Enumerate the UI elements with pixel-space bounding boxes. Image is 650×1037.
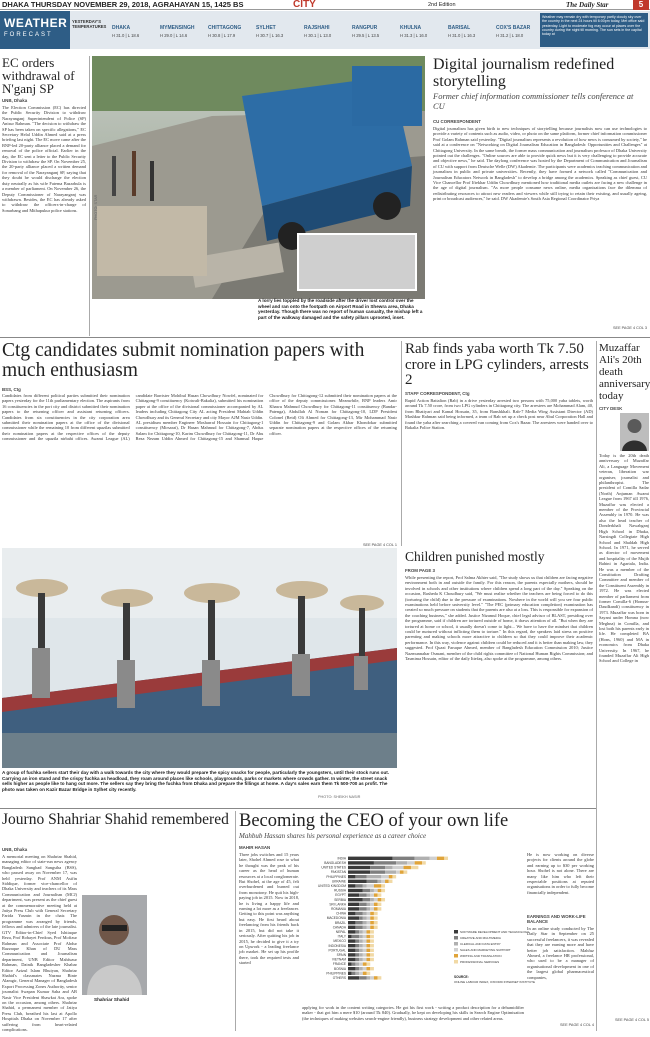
- fuchka-photo: [2, 548, 397, 768]
- weather-city-name: RANGPUR: [352, 25, 378, 31]
- children-byline: FROM PAGE 3: [405, 568, 435, 573]
- weather-city-temp: H 29.5 | L 13.5: [352, 33, 380, 38]
- chart-category-label: PHILIPPINES: [326, 971, 346, 976]
- chart-bar-segment: [374, 921, 378, 924]
- chart-category-label: UKRAINE: [331, 879, 346, 884]
- page-number: 5: [633, 0, 649, 10]
- chart-bar-segment: [352, 972, 356, 975]
- lorry-photo-caption: A lorry lies toppled by the roadside after the driver lost control over the wheel and ran onto the footpath on Airport Road in Shewra area, Dhaka yesterday. Though there was no report of human casualty, the mishap left a part of the walkway damaged and the safety pillars uprooted, inset.: [258, 298, 423, 320]
- chart-category-label: BRAZIL: [334, 920, 346, 925]
- chart-bar-segment: [355, 884, 362, 887]
- chart-bar-segment: [392, 857, 414, 860]
- chart-bar-segment: [370, 944, 374, 947]
- chart-bar-segment: [396, 861, 407, 864]
- brand-name: The Daily Star: [566, 1, 609, 9]
- chart-category-label: PAKISTAN: [330, 870, 346, 875]
- chart-bar-segment: [367, 926, 371, 929]
- weather-city-temp: H 29.0 | L 14.6: [160, 33, 188, 38]
- chart-category-label: UNITED KINGDOM: [318, 884, 346, 888]
- chart-bar-segment: [359, 967, 363, 970]
- chart-category-label: ITALY: [337, 934, 346, 939]
- muzaffar-headline: Muzaffar Ali's 20th death anniversary today: [599, 342, 650, 402]
- chart-bar-segment: [355, 939, 359, 942]
- weather-city-name: DHAKA: [112, 25, 131, 31]
- chart-bar-segment: [367, 949, 371, 952]
- muzaffar-body-intro: [599, 413, 619, 451]
- chart-bar-segment: [355, 930, 359, 933]
- chart-bar-segment: [348, 953, 355, 956]
- chart-bar-segment: [370, 912, 374, 915]
- chart-bar-segment: [355, 953, 359, 956]
- ctg-body: Candidates from different political parties submitted their nomination papers yesterday for the 11th parliamentary election. The aspirants from 16 constituencies in the port city and district submitted their nomination papers to the returning officer and assistant returning officers. Candidates from six constituencies in the city corporation area submitted their nomination papers at the office of the divisional commissioner while the remaining 10 from different upazilas submitted their nomination papers at the respective offices of the deputy commissioner and the upazila nirbahi offices. Awami League (AL) candidate Barrister Mohibul Hasan Chowdhury Nowfel, nominated for Chittagong-9 constituency (Kotwali-Bakalia), submitted his nomination paper at the office of the divisional commissioner accompanied by AL leaders including Chittagong City AL acting President Mahtab Uddin Chowdhury and its General Secretary and city Mayor AJM Nasir Uddin. AL presidium member Engineer Mosharraf Hossain for Chittagong-1 constituency (Mirsarai), Dr Hasan Mahmud for Chittagong-7, Abdus Salam for Chittagong-10, Karim Chowdhury for Chittagong-11, Dr Abu Reza Nezam Uddin Ahmed for Chittagong-15 and Shamsul Haque Chowdhury for Chittagong-12 submitted their nomination papers at the office of the deputy commissioner. Meanwhile, BNP leaders Amir Khasru Mahmud Chowdhury for Chittagong-11 constituency (Bandar-Patenga), Abdullah Al Noman for Chittagong-10, LDP President Colonel (Retd) Oli Ahmed for Chittagong-13, Mir Mohammad Nasir Uddin for Chittagong-9 and Golam Akbar Khondokar submitted separate nomination papers at the respective offices of the returning officer.: [2, 393, 397, 442]
- weather-logo-title: WEATHER: [4, 16, 68, 30]
- chart-bar-segment: [367, 880, 378, 883]
- ec-byline: UNB, Dhaka: [2, 98, 28, 103]
- chart-category-label: NEPAL: [335, 930, 346, 934]
- weather-city-temp: H 31.0 | L 18.6: [112, 33, 140, 38]
- chart-bar-segment: [381, 898, 385, 901]
- chart-bar-segment: [378, 893, 382, 896]
- chart-bar-segment: [348, 921, 355, 924]
- chart-bar-segment: [381, 889, 385, 892]
- chart-bar-segment: [370, 866, 385, 869]
- chart-source-label: SOURCE:: [454, 975, 469, 979]
- ceo-body-left: Three jobs switches and 15 years later, Shohel Ahmed rose to what he thought was the peak of his career as the head of human resources at a local conglomerate. But Shohel, at the age of 45, felt overburdened and burned out from monotony. He quit his high-paying job in 2015. Now in 2018, he is living a happy life and earning a lot more as a freelancer. Getting to this point was anything but easy. He first heard about freelancing from his friends back in 2015, but did not take it seriously. After quitting his job in 2015, he decided to give it a try on Upwork - a leading freelance job market. He set up his profile there, took the required tests and started: [239, 852, 299, 966]
- journalism-body: Digital journalism has given birth to new techniques of storytelling because journalists now can use technologies to provide a variety of contents such as audio, video, or photo on the same platform, former chief information commissioner Prof Golam Rahman said yesterday. "Digital journalism represents a revolution of how news is consumed by society," he said at a conference on "Networking on Digital Journalism Education in Bangladesh: Opportunities and Challenges" at Chittagong University. In the same breath, the former mass communication and journalism professor of Dhaka University pointed out the challenges. "Online sources are able to provide quick news but it is very challenging to provide accurate and objective news," he said. The daylong conference was hosted by the Department of Communication and Journalism of CU with support from Deutsche Welle (DW) Akademie. The participants were academics teaching communication and journalism in public and private universities. Recently, they have formed a network called "Communication and Journalism Educators Network in Bangladesh" to develop a bridge among the academics. Speaking as chief guest, CU Vice Chancellor Prof Iftekhar Uddin Chowdhury mentioned how traditional media outlets are facing a new challenge in the age of digital journalism. "As more people consume news online, media organisations face the dilemma of redistributing resources to attract new readers and viewers while still trying to retain their existing, and usually ageing, print or broadcast audiences," he said. DW Akademie's South Asia Regional Coordinator Priya: [433, 126, 647, 202]
- journo-headline: Journo Shahriar Shahid remembered: [2, 811, 229, 828]
- section-rule: [0, 337, 650, 338]
- journalism-subtitle: Former chief information commissioner tells conference at CU: [433, 91, 634, 111]
- chart-category-label: UNITED STATES: [321, 865, 346, 870]
- chart-bar-segment: [367, 958, 371, 961]
- chart-bar-segment: [363, 935, 367, 938]
- chart-legend-swatch: [454, 930, 458, 934]
- chart-bar-segment: [359, 930, 363, 933]
- chart-bar-segment: [348, 926, 355, 929]
- chart-bar-segment: [348, 967, 355, 970]
- fuchka-photo-graphic: [2, 548, 397, 768]
- chart-bar-segment: [363, 972, 367, 975]
- chart-bar-segment: [374, 916, 378, 919]
- shahriar-photo-graphic: [82, 895, 147, 995]
- chart-bar-segment: [378, 976, 382, 979]
- chart-category-label: VIETNAM: [331, 957, 346, 962]
- chart-bar-segment: [415, 857, 430, 860]
- chart-bar-segment: [389, 880, 393, 883]
- chart-bar-segment: [367, 875, 382, 878]
- ec-body: The Election Commission (EC) has directed the Public Security Division to withdraw Narayanganj Superintendent of Police (SP) Anisur Rahman. "The decision to withdraw the SP has been taken on specific allegations," EC Secretary Helal Uddin Ahmed said at a press briefing last night. The EC move came after the BNP-led 20-party alliance placed a demand for removal of the police official. Earlier in the day, the EC sent a letter to the Public Security Division to withdraw the SP. On November 25, the 20-party alliance placed a written demand for removal of the Narayanganj SP, saying that they doubt he would discharge the election duty neutrally as his wife Fatema Bazarbula is a member of parliament. On November 26, the Deputy Commissioner of Narayanganj was withdrawn. Besides, the EC has already asked to withdraw the officers-in-charge of Sonarbang and Mithapukur police stations.: [2, 105, 86, 213]
- chart-bar-segment: [389, 875, 393, 878]
- chart-bar-segment: [400, 870, 404, 873]
- weather-city-temp: H 31.3 | L 16.0: [400, 33, 428, 38]
- chart-bar-segment: [363, 953, 367, 956]
- chart-legend-label: CLERICAL AND DATA ENTRY: [460, 942, 501, 947]
- shahriar-photo-label: Shahriar Shahid: [94, 997, 130, 1002]
- chart-bar-segment: [355, 926, 362, 929]
- chart-bar-segment: [370, 870, 385, 873]
- ceo-byline: MAHIR HASAN: [239, 845, 271, 850]
- chart-bar-segment: [381, 880, 385, 883]
- chart-bar-segment: [429, 857, 436, 860]
- chart-bar-segment: [363, 958, 367, 961]
- weather-label: YESTERDAY'S TEMPERATURES: [72, 19, 107, 29]
- chart-bar-segment: [363, 921, 367, 924]
- weather-city-name: BARISAL: [448, 25, 471, 31]
- chart-bar-segment: [348, 939, 355, 942]
- chart-bar-segment: [367, 939, 371, 942]
- rab-headline: Rab finds yaba worth Tk 7.50 crore in LPG cylinders, arrests 2: [405, 341, 589, 388]
- weather-note: Weather may remain dry with temporary partly cloudy sky over the country in the next 24 hours till 6:00pm today, Met office said yesterday. Light to moderate fog may occur at places over the country during the night till morning. The sun sets in the capital today at: [540, 13, 648, 47]
- chart-category-label: FRANCE: [332, 962, 346, 967]
- chart-bar-segment: [355, 962, 359, 965]
- chart-bar-segment: [363, 967, 367, 970]
- chart-bar-segment: [378, 907, 382, 910]
- chart-bar-segment: [348, 907, 359, 910]
- weather-city-name: COX'S BAZAR: [496, 25, 531, 31]
- section-name: CITY: [293, 0, 316, 10]
- weather-city-temp: H 31.0 | L 16.3: [448, 33, 476, 38]
- chart-bar-segment: [363, 912, 367, 915]
- chart-bar-segment: [348, 903, 359, 906]
- chart-category-label: EGYPT: [335, 893, 346, 898]
- chart-bar-segment: [370, 953, 374, 956]
- chart-bar-segment: [359, 935, 363, 938]
- chart-bar-segment: [374, 889, 378, 892]
- chart-bar-segment: [370, 976, 374, 979]
- chart-bar-segment: [404, 866, 411, 869]
- chart-bar-segment: [437, 857, 444, 860]
- weather-city-temp: H 31.2 | L 18.0: [496, 33, 524, 38]
- ceo-subtitle: Mahbub Hassan shares his personal experience as a career choice: [239, 832, 427, 840]
- fuchka-photo-caption: A group of fuchka sellers start their day with a walk towards the city where they would prepare the spicy snacks for people, particularly the youngsters, until their stock runs out. Carrying an iron stand and the crispy fuchka as headload, they roam around places like schools, playgrounds, parks or markets where crowds gather. In winter, the street snack sells higher as people like to hang out more. The sellers say they bring the fuchka from Dhaka and prepare the fillings at home. A day's sales earn them Tk 500-700 as profit. The photo was taken on Kazir Bazar Bridge in Sylhet city recently.: [2, 770, 390, 792]
- rab-body: Rapid Action Battalion (Rab) in a drive yesterday arrested two persons with 75,000 yaba tablets, worth around Tk 7.50 crore, from two LPG cylinders in Chittagong city. The arrestees are Mohammad Alam, 40, from Bhatiyari and Kamal Hossain, 35, from Banshkhali. Rab-7 Media Wing Assistant Director (AD) Mashkur Rahman said being informed, a team of Rab set up a check post near Abul Corporation Hall and found the yaba after searching a covered van coming from Cox's Bazar. The arrestees were handed over to Bakalia Police Station.: [405, 398, 593, 431]
- chart-bar-segment: [348, 889, 363, 892]
- chart-bar-segment: [367, 893, 371, 896]
- chart-bar-segment: [359, 907, 366, 910]
- chart-bar-segment: [363, 926, 367, 929]
- chart-legend-label: PROFESSIONAL SERVICES: [460, 960, 500, 965]
- chart-bar-segment: [348, 912, 355, 915]
- section-rule: [0, 808, 596, 809]
- chart-bar-segment: [367, 907, 371, 910]
- chart-bar-segment: [367, 976, 371, 979]
- chart-bar-segment: [363, 944, 367, 947]
- chart-bar-segment: [378, 898, 382, 901]
- chart-bar-segment: [359, 958, 363, 961]
- lorry-photo-graphic: [92, 56, 425, 299]
- ceo-subhead: EARNINGS AND WORK-LIFE BALANCE: [527, 914, 586, 924]
- chart-bar-segment: [348, 972, 352, 975]
- ec-headline: EC orders withdrawal of N'ganj SP: [2, 55, 75, 96]
- masthead: [0, 0, 650, 10]
- chart-bar-segment: [367, 903, 371, 906]
- chart-bar-segment: [367, 935, 371, 938]
- chart-bar-segment: [392, 866, 403, 869]
- ceo-body-right2: In an online study conducted by The Daily Star in September on 25 successful freelancers, it was revealed that they are earning more and have better job satisfaction. Mahfuz Ahmed, a freelance HR professional, who used to be a manager of organisational development in one of the largest global pharmaceutical companies,: [527, 926, 594, 980]
- chart-bar-segment: [363, 916, 367, 919]
- chart-category-label: OTHERS: [332, 976, 346, 980]
- rab-byline: STAFF CORRESPONDENT, Ctg: [405, 391, 470, 396]
- chart-bar-segment: [355, 958, 359, 961]
- chart-bar-segment: [378, 880, 382, 883]
- chart-legend-swatch: [454, 942, 458, 946]
- chart-bar-segment: [359, 949, 363, 952]
- chart-bar-segment: [352, 962, 356, 965]
- journalism-byline: CU CORRESPONDENT: [433, 119, 481, 124]
- chart-bar-segment: [367, 944, 371, 947]
- chart-bar-segment: [359, 893, 366, 896]
- chart-bar-segment: [363, 889, 370, 892]
- chart-source-text: ONLINE LABOUR INDEX, OXFORD INTERNET INSTITUTE: [454, 980, 535, 984]
- chart-bar-segment: [348, 962, 352, 965]
- chart-legend-swatch: [454, 936, 458, 940]
- chart-bar-segment: [370, 939, 374, 942]
- chart-bar-segment: [359, 972, 363, 975]
- chart-bar-segment: [367, 921, 371, 924]
- chart-bar-segment: [374, 884, 381, 887]
- chart-bar-segment: [370, 967, 374, 970]
- chart-bar-segment: [363, 930, 367, 933]
- chart-legend-label: SALES AND MARKETING SUPPORT: [460, 948, 511, 953]
- chart-bar-segment: [348, 861, 374, 864]
- chart-bar-segment: [370, 898, 374, 901]
- weather-city-name: MYMENSINGH: [160, 25, 195, 31]
- weather-logo-subtitle: FORECAST: [4, 32, 53, 38]
- chart-bar-segment: [370, 903, 374, 906]
- chart-legend-label: SOFTWARE DEVELOPMENT AND TECHNOLOGY: [460, 930, 530, 935]
- weather-logo: [0, 11, 70, 49]
- chart-bar-segment: [385, 866, 392, 869]
- lorry-photo: [92, 56, 425, 299]
- chart-bar-segment: [363, 949, 367, 952]
- muzaffar-body: Today is the 20th death anniversary of Muzaffar Ali, a Language Movement veteran, liberation war organiser, journalist and philanthropist. The president of Comilla Sadar (North) Anjuman Awami League from 1967 till 1976, Muzaffar was elected a member of the Provincial Assembly in 1970. He was also the head teacher of Donderkhali Nawabganj High School in Dhaka, Narsingdi Collegiate High School and Shaldah High School. In 1971, he served as director of movement and hospitality of the Mujib Bahini in Agartala, India. He was a member of the Constitution Drafting Committee and member of the Constituent Assembly in 1972. He was elected member of parliament from former Comilla-6 (Homna-Daudkandi) constituency in 1973. Muzaffar was born in Sayani under Homna (now Meghna) in Comilla, and lost both his parents early in life. He completed BA (Hons, 1960) and MA in economics from Dhaka University. In 1967, he founded Muzaffar Ali High School and College in: [599, 453, 649, 664]
- chart-bar-segment: [374, 907, 378, 910]
- weather-city-temp: H 30.1 | L 13.0: [304, 33, 332, 38]
- chart-bar-segment: [355, 972, 359, 975]
- chart-category-label: CHINA: [336, 911, 346, 916]
- chart-bar-segment: [359, 944, 363, 947]
- portrait-graphic: [620, 413, 649, 451]
- chart-bar-segment: [370, 958, 374, 961]
- chart-bar-segment: [374, 861, 396, 864]
- chart-bar-segment: [370, 935, 374, 938]
- weather-city-name: CHITTAGONG: [208, 25, 242, 31]
- chart-bar-segment: [381, 875, 388, 878]
- fuchka-photo-credit: PHOTO: SHEIKH NASIR: [318, 795, 361, 799]
- chart-bar-segment: [355, 875, 366, 878]
- chart-bar-segment: [378, 889, 382, 892]
- chart-legend-swatch: [454, 954, 458, 958]
- chart-bar-segment: [374, 976, 378, 979]
- chart-bar-segment: [348, 893, 359, 896]
- chart-bar-segment: [348, 958, 355, 961]
- chart-bar-segment: [370, 889, 374, 892]
- chart-bar-segment: [363, 962, 367, 965]
- dateline: DHAKA THURSDAY NOVEMBER 29, 2018, AGRAHAYAN 15, 1425 BS: [2, 0, 244, 9]
- muzaffar-jump: SEE PAGE 4 COL 5: [615, 1018, 649, 1022]
- weather-city-temp: H 30.7 | L 16.3: [256, 33, 284, 38]
- chart-bar-segment: [355, 944, 359, 947]
- chart-bar-segment: [348, 944, 355, 947]
- chart-bar-segment: [348, 857, 392, 860]
- chart-bar-segment: [370, 907, 374, 910]
- chart-bar-segment: [396, 870, 400, 873]
- chart-bar-segment: [374, 926, 378, 929]
- journalism-jump: SEE PAGE 4 COL 3: [613, 326, 647, 330]
- lorry-photo-credit: PHOTO: STAR: [94, 194, 98, 220]
- chart-bar-segment: [367, 930, 371, 933]
- chart-category-label: INDONESIA: [328, 943, 346, 948]
- chart-bar-segment: [422, 861, 426, 864]
- weather-city-name: SYLHET: [256, 25, 276, 31]
- chart-bar-segment: [370, 949, 374, 952]
- chart-bar-segment: [363, 898, 370, 901]
- chart-category-label: MEXICO: [333, 939, 346, 944]
- chart-bar-segment: [374, 903, 378, 906]
- chart-bar-segment: [367, 962, 371, 965]
- chart-bar-segment: [348, 930, 355, 933]
- chart-bar-segment: [348, 916, 359, 919]
- chart-bar-segment: [359, 976, 366, 979]
- journo-byline: UNB, Dhaka: [2, 847, 28, 852]
- chart-bar-segment: [374, 912, 378, 915]
- chart-bar-segment: [348, 884, 355, 887]
- chart-bar-segment: [407, 861, 414, 864]
- chart-category-label: PHILIPPINES: [326, 874, 346, 879]
- children-body: While presenting the report, Prof Salma Akhter said, "The study shows us that children are facing negative environment both in and outside the family. For this reason, the parents especially mothers, should be involved in schools and other institutions where children spend a long part of the day." Speaking on the occasion, Rasheda K Choudhury said, "We must realise whether the teachers are being forced to do this (torturing the child) due to the pressure of examinations. Nowhere in the world will you see four public examinations held before university level." "The PEC (primary education completion) examination has created so much pressure on students that the parents are also at a loss. This is responsible for expansion of the coaching business," she added. Justice Nizamul Hoque, chief legal advisor of BLAST, presiding over the programme, said if children are tortured outside of home, it draws attention of all. "But when they are tortured at home or school, it usually doesn't come to light... We have to have the mindset that children could be nurtured without inflicting them to torture." In this regard, the speakers laid stress on positive parenting and making schools more attractive to children so that they could improve their academic performance. In this way, violence against children could be reduced and it is better than making law, they suggested. Prof Quazi Faruque Ahmed, member of Bangladesh Education Commission 2010; Justice Nazmunnahar Osmani, member of the child rights committee of National Human Rights Commission; and Tasmima Hossain, editor of the daily Ittefaq, also spoke at the programme, among others.: [405, 575, 593, 662]
- chart-category-label: CANADA: [332, 925, 346, 930]
- shahriar-photo: [82, 895, 147, 995]
- chart-category-label: MACEDONIA: [326, 916, 346, 921]
- chart-bar-segment: [370, 916, 374, 919]
- chart-bar-segment: [370, 893, 374, 896]
- chart-bar-segment: [348, 875, 355, 878]
- chart-bar-segment: [385, 870, 396, 873]
- muzaffar-byline: CITY DESK: [599, 406, 623, 411]
- chart-legend-label: WRITING AND TRANSLATION: [460, 954, 502, 959]
- chart-bar-segment: [348, 870, 370, 873]
- ceo-headline: Becoming the CEO of your own life: [239, 811, 509, 831]
- ctg-headline: Ctg candidates submit nomination papers with much enthusiasm: [2, 340, 365, 381]
- chart-bar-segment: [415, 861, 422, 864]
- chart-bar-segment: [411, 866, 418, 869]
- chart-bar-segment: [370, 930, 374, 933]
- weather-city-name: KHULNA: [400, 25, 422, 31]
- chart-legend-swatch: [454, 960, 458, 964]
- column-divider: [89, 56, 90, 336]
- chart-legend-swatch: [454, 948, 458, 952]
- chart-bar-segment: [370, 926, 374, 929]
- chart-category-label: SPAIN: [336, 953, 346, 957]
- column-divider: [235, 811, 236, 1031]
- chart-bar-segment: [348, 898, 363, 901]
- chart-bar-segment: [348, 976, 359, 979]
- column-divider: [401, 341, 402, 546]
- chart-bar-segment: [359, 903, 366, 906]
- chart-bar-segment: [348, 866, 370, 869]
- chart-bar-segment: [352, 935, 359, 938]
- chart-bar-segment: [355, 949, 359, 952]
- chart-bar-segment: [374, 893, 378, 896]
- chart-bar-segment: [348, 880, 367, 883]
- chart-bar-segment: [381, 884, 385, 887]
- weather-city-temp: H 30.8 | L 17.9: [208, 33, 236, 38]
- chart-bar-segment: [359, 939, 363, 942]
- chart-bar-segment: [367, 972, 371, 975]
- ctg-byline: BSS, Ctg: [2, 387, 21, 392]
- ceo-body-right: He is now working on diverse projects for clients around the globe and earning up to $30 per working hour. Shohel is not alone. There are many like him who left their respectable positions at reputed organisations in order to fully become financially independent.: [527, 852, 594, 895]
- chart-bar-segment: [385, 880, 389, 883]
- chart-bar-segment: [367, 884, 374, 887]
- journo-body: A memorial meeting on Shahriar Shahid, managing editor of state-run news agency Bangladesh Sangbad Sangstha (BSS), who passed away on November 17, was held yesterday. Prof ANM Asifin Siddique, former vice-chancellor of Dhaka University and teachers of its Mass Communication and Journalism (MCJ) department, was present as the chief guest at the commemorative meeting held at Jatiya Press Club with General Secretary Farida Yasmin in the chair. The programme was arranged by friends, fellows and admirers of the late journalist. GTV Editor-in-Chief Syed Ishtiaque Reza, Prof Robayet Ferdous, Prof Mofizur Rahman and Associate Prof Abdur Razzaque Khan of DU Mass Communication and Journalism department, UNB Editor Mahfuzur Rahman, Dainik Bangladesher Khabar Editor Azizul Islam Bhuiyan, Shahriar Shahid's classmates Nazma Binte Alamgir, General Manager of Bangladesh Export Processing Zones Authority, senior journalist Swapan Kumar Saha and AB Nasir Vice President Shawkat Ara, spoke on the occasion, among others. Shahriar Shahid, a permanent member of Jatiya Press Club, breathed his last at Apollo Hospitals Dhaka on November 17 after suffering from heart-related complications.: [2, 854, 77, 1032]
- chart-bar-segment: [359, 962, 363, 965]
- chart-category-label: ROMANIA: [331, 907, 346, 911]
- chart-bar-segment: [444, 857, 448, 860]
- chart-category-label: PORTUGAL: [328, 948, 346, 953]
- chart-legend-label: CREATIVE AND MULTIMEDIA: [460, 936, 501, 941]
- chart-category-label: SRI LANKA: [329, 902, 346, 907]
- chart-category-label: BOSNIA: [333, 966, 346, 971]
- chart-bar-segment: [367, 967, 371, 970]
- ceo-body-mid: applying for work in the content writing categories. He got his first work - writing a product description for a dehumidifier maker - that got him a mere $10 (around Tk 840). Gradually, he kept on developing his skills in Search Engine Optimisation (the techniques of making websites search-engine friendly), business strategy development and other related areas.: [302, 1005, 524, 1021]
- chart-bar-segment: [348, 935, 352, 938]
- chart-bar-segment: [367, 916, 371, 919]
- chart-bar-segment: [355, 912, 362, 915]
- freelancer-chart: [302, 852, 535, 1002]
- chart-bar-segment: [367, 953, 371, 956]
- chart-category-label: RUSSIA: [334, 888, 346, 893]
- chart-bar-segment: [404, 870, 408, 873]
- weather-city-name: RAJSHAHI: [304, 25, 330, 31]
- chart-bar-segment: [363, 884, 367, 887]
- chart-bar-segment: [355, 967, 359, 970]
- chart-category-label: INDIA: [337, 856, 346, 861]
- chart-bar-segment: [355, 921, 362, 924]
- column-divider: [596, 341, 597, 1031]
- muzaffar-portrait: [620, 413, 649, 451]
- chart-bar-segment: [370, 921, 374, 924]
- ceo-jump: SEE PAGE 4 COL 4: [560, 1023, 594, 1027]
- ctg-jump: SEE PAGE 4 COL 1: [363, 543, 397, 547]
- chart-category-label: SERBIA: [334, 897, 346, 902]
- edition-label: 2nd Edition: [428, 2, 456, 8]
- chart-bar-segment: [359, 953, 363, 956]
- chart-bar-segment: [367, 912, 371, 915]
- chart-bar-segment: [378, 903, 382, 906]
- chart-bar-segment: [374, 898, 378, 901]
- chart-bar-segment: [348, 949, 355, 952]
- journalism-headline: Digital journalism redefined storytelling: [433, 56, 615, 90]
- children-headline: Children punished mostly: [405, 549, 545, 564]
- chart-category-label: BANGLADESH: [324, 861, 346, 865]
- chart-bar-segment: [363, 939, 367, 942]
- chart-bar-segment: [359, 916, 363, 919]
- journo-body-cont: [150, 854, 232, 1030]
- chart-bar-segment: [392, 875, 396, 878]
